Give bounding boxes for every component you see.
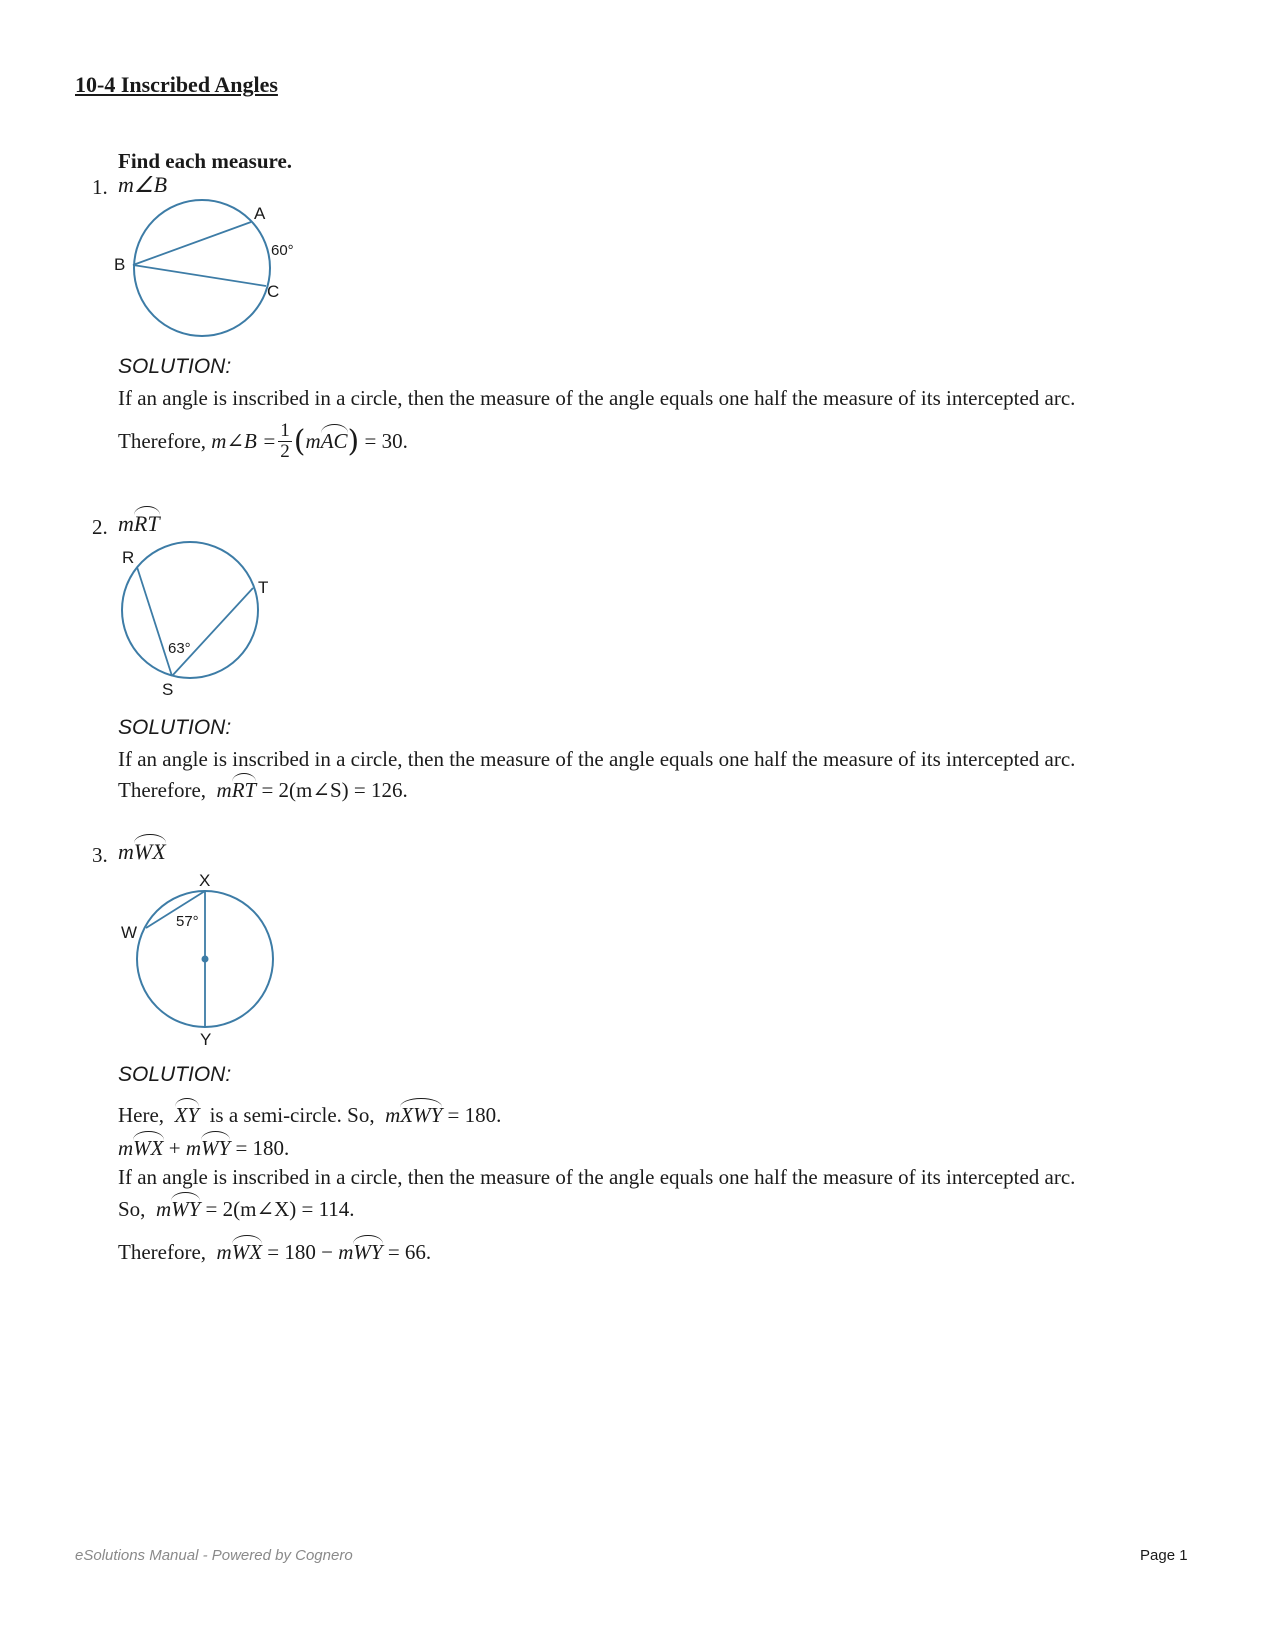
instructions: Find each measure. — [118, 149, 293, 173]
point-label-Y: Y — [200, 1030, 212, 1049]
problem-1-conclusion: Therefore, m∠B = $\frac{1}{2}$ ( m AC ) = 30. — [118, 419, 408, 462]
equals-66: = 66. — [387, 1240, 432, 1264]
point-label-A: A — [254, 204, 266, 223]
arc-RT-label: RT — [133, 511, 160, 536]
chord-BC — [133, 265, 266, 286]
arc-measure-label: 60° — [271, 242, 294, 259]
problem-1-number: 1. — [92, 175, 108, 199]
problem-3-line-5 — [118, 1240, 431, 1265]
therefore-text: Therefore, — [118, 428, 207, 453]
m-symbol: m — [338, 1240, 354, 1264]
point-label-R: R — [122, 548, 135, 567]
equation-rest: = 2(m∠S) = 126. — [261, 778, 408, 802]
problem-1-label: m∠B — [118, 172, 168, 197]
problem-3-figure — [115, 868, 295, 1058]
arc-WX: WX — [133, 1136, 164, 1160]
minus-text: = 180 − — [267, 1240, 333, 1264]
problem-2-theorem: If an angle is inscribed in a circle, then the measure of the angle equals one half the measure of its intercepted arc. — [118, 747, 1076, 771]
semicircle-text: is a semi-circle. So, — [209, 1103, 375, 1127]
angle-measure-label: 63° — [168, 640, 191, 657]
problem-2-conclusion — [118, 778, 408, 803]
problem-1-figure — [110, 198, 310, 348]
problem-1-solution-label: SOLUTION: — [118, 355, 232, 378]
point-label-S: S — [162, 680, 174, 699]
equation-inner-m: m — [305, 428, 321, 453]
page-title: 10-4 Inscribed Angles — [75, 72, 278, 97]
m-symbol: m — [155, 1197, 172, 1221]
point-label-B: B — [114, 255, 126, 274]
chord-BA — [133, 222, 251, 265]
arc-XY: XY — [174, 1103, 200, 1127]
arc-AC: AC — [320, 428, 348, 453]
problem-2-number: 2. — [92, 515, 108, 539]
problem-3-line-4 — [118, 1197, 355, 1222]
chord-ST — [172, 588, 253, 676]
arc-WX-label: WX — [133, 839, 166, 864]
problem-1-theorem: If an angle is inscribed in a circle, then the measure of the angle equals one half the measure of its intercepted arc. — [118, 386, 1076, 410]
fraction-denominator: 2 — [280, 440, 290, 462]
footer-publisher: eSolutions Manual - Powered by Cognero — [75, 1547, 353, 1564]
problem-3-label — [118, 839, 166, 865]
point-label-C: C — [267, 282, 280, 301]
equation-left: m∠B = — [211, 428, 277, 453]
equals-180: = 180. — [447, 1103, 502, 1127]
center-point — [202, 956, 209, 963]
equals-114: = 2(m∠X) = 114. — [205, 1197, 355, 1221]
footer-page-number: Page 1 — [1140, 1547, 1188, 1564]
arc-WX: WX — [231, 1240, 263, 1264]
m-symbol: m — [216, 1240, 232, 1264]
label-m: m — [118, 839, 134, 864]
problem-3-line-2 — [118, 1136, 289, 1161]
plus-sign: + — [168, 1136, 181, 1160]
angle-measure-label: 57° — [176, 913, 199, 930]
problem-3-line-1 — [118, 1103, 501, 1128]
arc-WY: WY — [171, 1197, 201, 1221]
arc-XWY: XWY — [400, 1103, 443, 1127]
arc-WY: WY — [353, 1240, 383, 1264]
problem-3-solution-label: SOLUTION: — [118, 1063, 232, 1086]
m-symbol: m — [385, 1103, 401, 1127]
equals-180: = 180. — [235, 1136, 290, 1160]
problem-3-theorem: If an angle is inscribed in a circle, then the measure of the angle equals one half the measure of its intercepted arc. — [118, 1165, 1076, 1189]
label-m: m — [118, 511, 134, 536]
therefore-text: Therefore, — [118, 778, 207, 802]
point-label-W: W — [121, 923, 138, 942]
problem-2-figure — [110, 540, 290, 710]
therefore-text: Therefore, — [118, 1240, 207, 1264]
arc-WY: WY — [201, 1136, 231, 1160]
arc-RT: RT — [231, 778, 257, 802]
problem-3-number: 3. — [92, 843, 108, 867]
equation-m: m — [216, 778, 232, 802]
so-text: So, — [118, 1197, 146, 1221]
fraction-numerator: 1 — [280, 419, 290, 441]
m-symbol: m — [185, 1136, 202, 1160]
point-label-T: T — [258, 578, 269, 597]
m-symbol: m — [118, 1136, 134, 1160]
point-label-X: X — [199, 871, 211, 890]
problem-2-solution-label: SOLUTION: — [118, 716, 232, 739]
problem-2-label — [118, 511, 160, 537]
equation-right: = 30. — [364, 428, 408, 453]
fraction-one-half — [278, 421, 292, 462]
here-text: Here, — [118, 1103, 165, 1127]
